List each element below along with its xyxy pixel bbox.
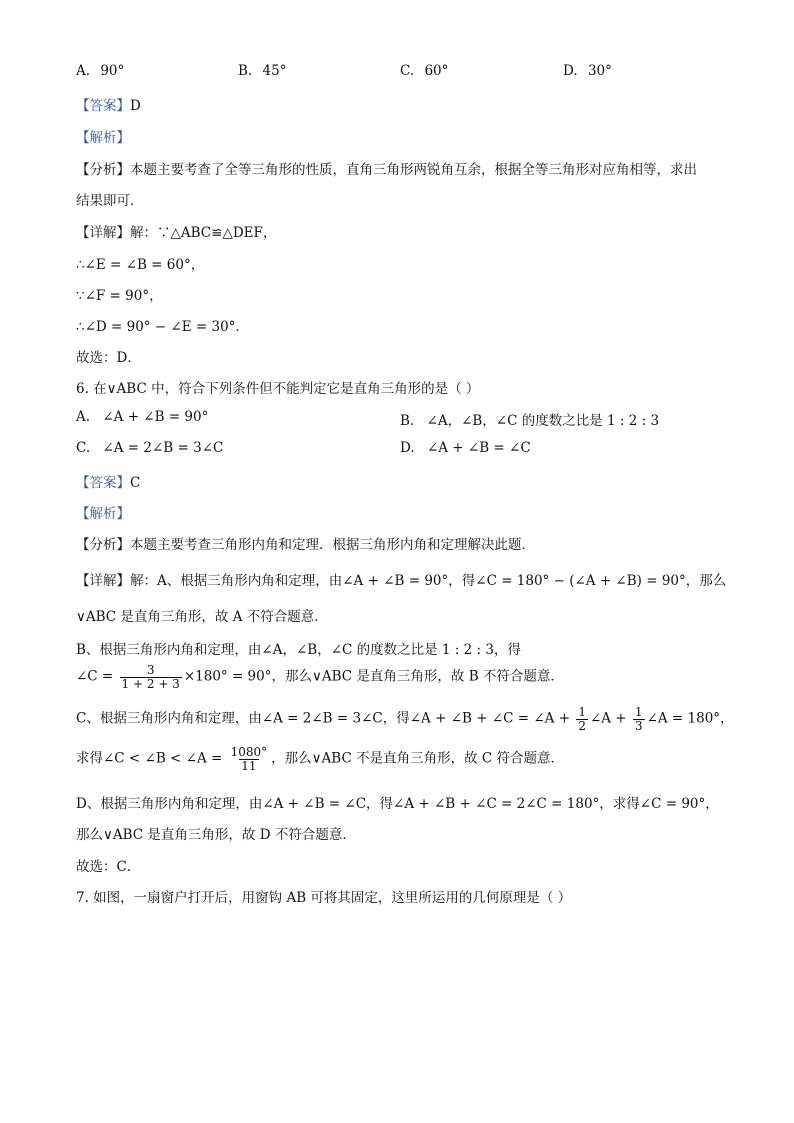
q6-option-d [400, 440, 531, 456]
fraction [633, 706, 645, 732]
fraction-numerator: 1080° [230, 745, 268, 759]
option-label: D. [400, 440, 415, 456]
fenxi-tag: 【分析】 [76, 537, 130, 553]
detail-text: 解：A、根据三角形内角和定理，由∠A + ∠B = 90°，得∠C = 180° − (∠A + ∠B) = 90°，那么 [130, 573, 727, 589]
q5-fenxi-line-2: 结果即可． [76, 193, 144, 209]
option-label: C. [76, 440, 91, 456]
option-label: C. [400, 63, 415, 79]
q6-detail-c-line-1 [76, 706, 734, 732]
option-label: A. [76, 409, 91, 425]
q6-option-c [76, 440, 223, 456]
fraction [576, 706, 588, 732]
q6-detail-d-line-1: D、根据三角形内角和定理，由∠A + ∠B = ∠C，得∠A + ∠B + ∠C = 2∠C = 180°，求得∠C = 90°， [76, 796, 719, 812]
option-text: 90° [100, 63, 125, 79]
q6-detail-b-line-2 [76, 664, 564, 690]
xiangjie-tag: 【详解】 [76, 225, 130, 241]
option-text: ∠A，∠B，∠C 的度数之比是 1 : 2 : 3 [426, 413, 660, 429]
formula-text: ∠C = [76, 668, 114, 685]
fenxi-text: 本题主要考查三角形内角和定理．根据三角形内角和定理解决此题． [130, 537, 535, 553]
answer-tag: 【答案】 [76, 98, 130, 114]
fraction-denominator: 2 [578, 718, 586, 733]
q6-choose: 故选：C． [76, 859, 141, 875]
answer-tag: 【答案】 [76, 475, 130, 491]
xiangjie-tag: 【详解】 [76, 573, 130, 589]
answer-value: C [130, 475, 141, 491]
fraction [229, 746, 270, 772]
fenxi-tag: 【分析】 [76, 162, 130, 178]
option-label: B. [238, 63, 253, 79]
q6-detail-d-line-2: 那么∨ABC 是直角三角形，故 D 不符合题意． [76, 827, 356, 843]
q6-stem: 6. 在∨ABC 中，符合下列条件但不能判定它是直角三角形的是（ ） [76, 381, 480, 397]
q5-xiangjie-line-4: ∴∠D = 90° − ∠E = 30°． [76, 319, 249, 335]
q7-stem: 7. 如图，一扇窗户打开后，用窗钩 AB 可将其固定，这里所运用的几何原理是（ ） [76, 890, 572, 906]
formula-text: ∠A + [589, 710, 627, 727]
q6-detail-c-line-2 [76, 746, 564, 772]
formula-text: C、根据三角形内角和定理，由∠A = 2∠B = 3∠C，得∠A + ∠B + ∠C = ∠A + [76, 710, 571, 727]
q5-choose: 故选：D． [76, 350, 141, 366]
option-label: D. [563, 63, 578, 79]
q5-fenxi-line-1 [76, 158, 697, 178]
q5-option-b [238, 63, 286, 79]
fraction-denominator: 1 + 2 + 3 [121, 676, 180, 691]
formula-text: ∠A = 180°， [646, 710, 734, 727]
option-text: ∠A + ∠B = ∠C [426, 440, 531, 456]
q5-xiangjie-line-1 [76, 221, 276, 241]
option-text: 45° [262, 63, 287, 79]
answer-value: D [130, 98, 141, 114]
fenxi-text: 本题主要考查了全等三角形的性质，直角三角形两锐角互余，根据全等三角形对应角相等，求出 [130, 162, 697, 178]
q5-option-d [563, 63, 612, 79]
xiangjie-text: 解：∵△ABC≌△DEF， [130, 225, 277, 241]
q5-analysis-tag: 【解析】 [76, 130, 130, 146]
formula-text: ×180° = 90°，那么∨ABC 是直角三角形，故 B 不符合题意． [183, 668, 564, 685]
q6-detail-a-line-1 [76, 569, 726, 589]
q6-option-b [400, 409, 659, 429]
fraction-numerator: 1 [634, 705, 643, 719]
option-text: ∠A = 2∠B = 3∠C [102, 440, 224, 456]
formula-text: 求得∠C < ∠B < ∠A = [76, 750, 223, 767]
option-text: 60° [424, 63, 449, 79]
q6-fenxi [76, 533, 535, 553]
fraction-denominator: 11 [241, 758, 257, 773]
q5-xiangjie-line-3: ∵∠F = 90°， [76, 288, 163, 304]
formula-text: ，那么∨ABC 不是直角三角形，故 C 符合题意． [271, 750, 565, 767]
q6-detail-b-line-1: B、根据三角形内角和定理，由∠A，∠B，∠C 的度数之比是 1 : 2 : 3，得 [76, 642, 521, 658]
q6-answer [76, 471, 140, 491]
q5-answer [76, 94, 141, 114]
q5-xiangjie-line-2: ∴∠E = ∠B = 60°， [76, 257, 205, 273]
option-label: B. [400, 413, 415, 429]
q6-detail-a-line-2: ∨ABC 是直角三角形，故 A 不符合题意． [76, 609, 328, 625]
q5-option-a [76, 63, 124, 79]
fraction-numerator: 1 [578, 705, 586, 719]
fraction-numerator: 3 [146, 663, 155, 677]
q6-option-a [76, 409, 208, 425]
q6-analysis-tag: 【解析】 [76, 506, 130, 522]
fraction-denominator: 3 [634, 718, 643, 733]
option-text: 30° [587, 63, 612, 79]
fraction [120, 664, 182, 690]
option-label: A. [76, 63, 91, 79]
option-text: ∠A + ∠B = 90° [102, 409, 209, 425]
q5-option-c [400, 63, 448, 79]
